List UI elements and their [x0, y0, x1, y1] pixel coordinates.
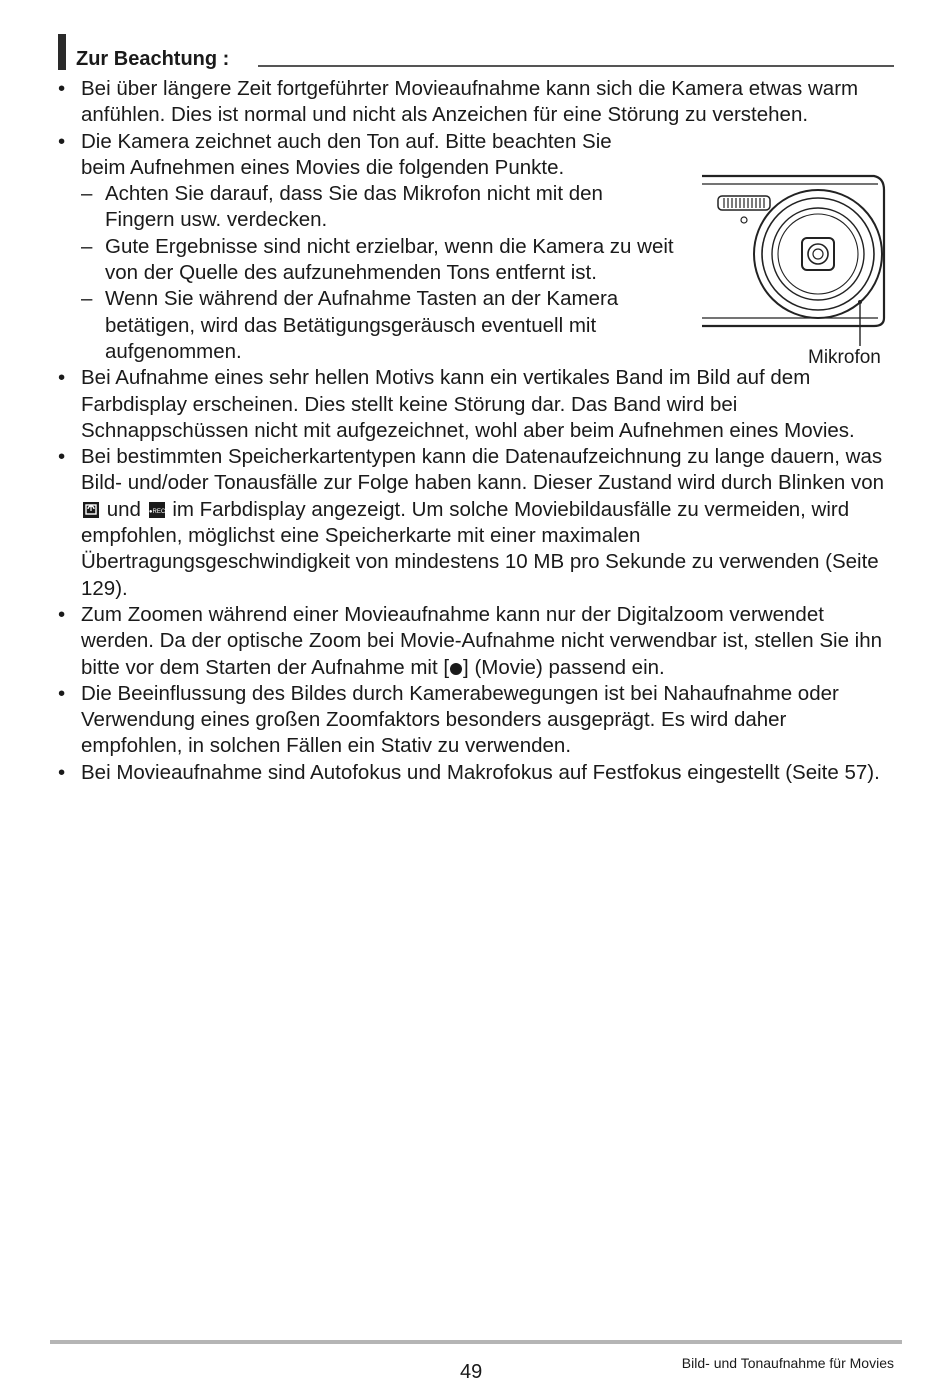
bullet: •	[58, 602, 66, 626]
svg-text:●REC: ●REC	[148, 508, 165, 515]
list-item	[58, 76, 878, 129]
list-item	[58, 760, 893, 786]
microphone-label: Mikrofon	[808, 347, 881, 368]
sub-note-text: Wenn Sie während der Aufnahme Tasten an der Kamera betätigen, wird das Betätigungsgeräusch eventuell mit aufgenommen.	[105, 287, 619, 363]
bullet: •	[58, 77, 66, 100]
list-item	[58, 129, 661, 182]
note-text-b: und	[106, 497, 141, 521]
note-text: Bei über längere Zeit fortgeführter Movieaufnahme kann sich die Kamera etwas warm anfühlen. Dies ist normal und nicht als Anzeichen für eine Störung zu verstehen.	[81, 77, 859, 127]
memory-card-warning-icon	[83, 502, 99, 518]
note-text-c: im Farbdisplay angezeigt. Um solche Moviebildausfälle zu vermeiden, wird empfohlen, möglichst eine Speicherkarte mit einer maximalen Übertragungsgeschwindigkeit von mindestens 10 MB pro Sekunde zu verwenden (Seite 129).	[81, 497, 879, 600]
section-title: Zur Beachtung :	[76, 48, 230, 70]
sub-list-item	[58, 286, 685, 365]
note-text: Die Kamera zeichnet auch den Ton auf. Bitte beachten Sie beim Aufnehmen eines Movies die folgenden Punkte.	[81, 129, 612, 179]
dash: –	[81, 287, 93, 311]
bullet: •	[58, 681, 66, 705]
note-text-a: Bei bestimmten Speicherkartentypen kann die Datenaufzeichnung zu lange dauern, was Bild- und/oder Tonausfälle zur Folge haben kann. Dieser Zustand wird durch Blinken von	[81, 445, 885, 495]
list-item	[58, 365, 893, 444]
section-heading	[58, 34, 894, 72]
list-item	[58, 681, 893, 760]
sub-list-item	[58, 181, 677, 234]
note-text: Bei Aufnahme eines sehr hellen Motivs kann ein vertikales Band im Bild auf dem Farbdisplay erscheinen. Dies stellt keine Störung dar. Das Band wird bei Schnappschüssen nicht mit aufgezeichnet, wohl aber beim Aufnehmen eines Movies.	[81, 366, 855, 442]
sub-list-item	[58, 234, 685, 287]
note-text: Bei Movieaufnahme sind Autofokus und Makrofokus auf Festfokus eingestellt (Seite 57).	[81, 760, 880, 784]
sub-note-text: Achten Sie darauf, dass Sie das Mikrofon nicht mit den Fingern usw. verdecken.	[105, 182, 603, 232]
page-number: 49	[460, 1361, 483, 1383]
note-text-b: ] (Movie) passend ein.	[463, 655, 665, 679]
sub-note-text: Gute Ergebnisse sind nicht erzielbar, wenn die Kamera zu weit von der Quelle des aufzunehmenden Tons entfernt ist.	[105, 234, 674, 285]
footer-rule	[50, 1340, 902, 1344]
bullet: •	[58, 760, 66, 784]
movie-record-dot-icon	[450, 663, 462, 675]
camera-front-illustration	[698, 168, 888, 368]
bullet: •	[58, 366, 66, 390]
rec-icon	[149, 502, 165, 518]
list-item	[58, 602, 893, 681]
microphone-hole	[858, 300, 862, 304]
chapter-title: Bild- und Tonaufnahme für Movies	[681, 1355, 894, 1371]
note-text-a: Zum Zoomen während einer Movieaufnahme kann nur der Digitalzoom verwendet werden. Da der optische Zoom bei Movie-Aufnahme nicht verwendbar ist, stellen Sie ihn bitte vor dem Starten der Aufnahme mit [	[81, 602, 883, 679]
dash: –	[81, 234, 93, 258]
note-text: Die Beeinflussung des Bildes durch Kamerabewegungen ist bei Nahaufnahme oder Verwendung eines großen Zoomfaktors besonders ausgeprägt. Es wird daher empfohlen, in solchen Fällen ein Stativ zu verwenden.	[81, 681, 839, 758]
bullet: •	[58, 129, 66, 153]
bullet: •	[58, 445, 66, 469]
list-item	[58, 444, 893, 602]
heading-bar	[58, 34, 66, 70]
dash: –	[81, 182, 93, 206]
heading-rule	[258, 65, 894, 67]
